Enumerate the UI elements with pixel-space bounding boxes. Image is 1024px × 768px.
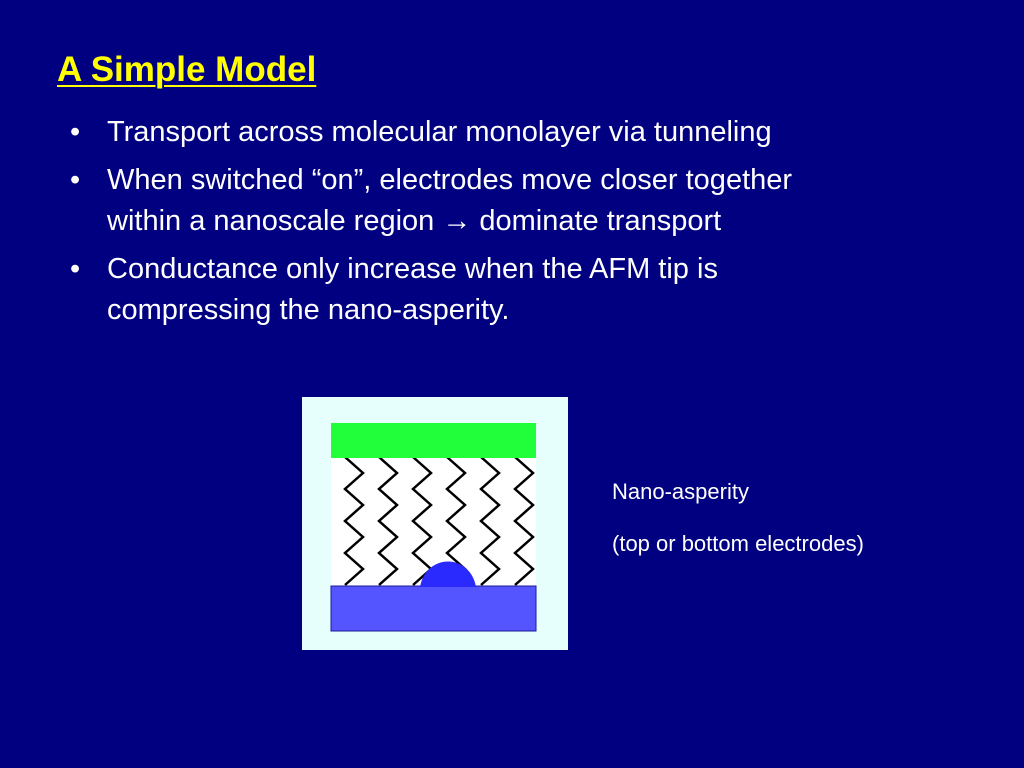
bullet-text: Transport across molecular monolayer via tunneling [107, 116, 772, 148]
diagram-caption-title: Nano-asperity [612, 479, 749, 504]
bullet-text-line: compressing the nano-asperity. [107, 294, 510, 326]
bullet-item-tunneling [70, 112, 970, 153]
bullet-item-electrodes [70, 160, 970, 242]
bullet-dot-icon: • [70, 116, 81, 148]
bullet-text-line: When switched “on”, electrodes move closer together [107, 164, 793, 196]
bullet-list [70, 112, 970, 338]
diagram-caption-detail: (top or bottom electrodes) [612, 531, 864, 556]
bullet-item-conductance [70, 249, 970, 331]
bullet-dot-icon: • [70, 164, 81, 196]
top-electrode [331, 423, 536, 458]
bullet-text-line: Conductance only increase when the AFM tip is [107, 253, 718, 285]
bottom-electrode [331, 586, 536, 631]
bullet-text-line: within a nanoscale region → dominate transport [107, 205, 722, 237]
monolayer-diagram [302, 397, 568, 650]
bullet-dot-icon: • [70, 253, 81, 285]
monolayer-diagram-svg [302, 397, 568, 650]
slide-title: A Simple Model [57, 50, 317, 89]
